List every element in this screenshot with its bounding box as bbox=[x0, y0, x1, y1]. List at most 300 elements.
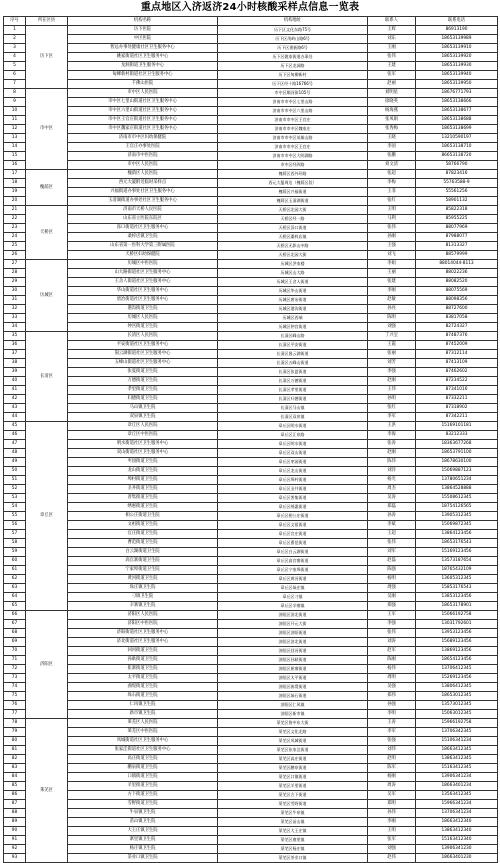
contact-person: 张军 bbox=[368, 71, 416, 80]
contact-person: 吴涛 bbox=[368, 494, 416, 503]
table-row bbox=[4, 494, 498, 503]
institution-address: 莱芜区大王庄镇 bbox=[218, 827, 368, 836]
contact-phone: 87312114 bbox=[416, 350, 498, 359]
table-row bbox=[4, 188, 498, 197]
table-row bbox=[4, 152, 498, 161]
institution-address: 章丘区垛庄镇 bbox=[218, 584, 368, 593]
contact-phone: 15966192758 bbox=[416, 719, 498, 728]
contact-phone: 82724327 bbox=[416, 323, 498, 332]
institution-address: 章丘区明水街道 bbox=[218, 422, 368, 431]
contact-person: 刘军 bbox=[368, 548, 416, 557]
contact-person: 陈明 bbox=[368, 314, 416, 323]
contact-person: 赵敏 bbox=[368, 296, 416, 305]
contact-person: 赵明 bbox=[368, 755, 416, 764]
table-row bbox=[4, 431, 498, 440]
table-row bbox=[4, 197, 498, 206]
row-index: 92 bbox=[4, 845, 26, 854]
contact-phone: 13905312345 bbox=[416, 512, 498, 521]
district-cell: 长清区 bbox=[26, 332, 68, 422]
contact-phone: 13853123456 bbox=[416, 593, 498, 602]
institution-address: 莱芜区凤城街道 bbox=[218, 737, 368, 746]
contact-phone: 13780651234 bbox=[416, 476, 498, 485]
institution-name: 辛寨镇卫生院 bbox=[68, 602, 218, 611]
institution-address: 章丘区宁家埠街道 bbox=[218, 566, 368, 575]
district-cell: 槐荫区 bbox=[26, 170, 68, 206]
contact-person: 王建 bbox=[368, 62, 416, 71]
institution-name: 埠村街道卫生院 bbox=[68, 476, 218, 485]
contact-phone: 18653012345 bbox=[416, 692, 498, 701]
contact-person: 李娟 bbox=[368, 260, 416, 269]
institution-address: 章丘区埠村街道 bbox=[218, 476, 368, 485]
institution-address: 章丘区普集街道 bbox=[218, 494, 368, 503]
institution-address: 济阳区济北街道 bbox=[218, 611, 368, 620]
contact-person: 吴强 bbox=[368, 683, 416, 692]
table-row bbox=[4, 647, 498, 656]
institution-name: 寨里镇卫生院 bbox=[68, 836, 218, 845]
institution-name: 宁家埠街道卫生院 bbox=[68, 566, 218, 575]
table-row bbox=[4, 35, 498, 44]
table-row bbox=[4, 602, 498, 611]
institution-name: 兴福街道办事处社区卫生服务中心 bbox=[68, 188, 218, 197]
contact-person: 周杰 bbox=[368, 485, 416, 494]
institution-address: 长清区峰山路 bbox=[218, 332, 368, 341]
institution-address: 长清区马山镇 bbox=[218, 404, 368, 413]
contact-phone: 13563412345 bbox=[416, 791, 498, 800]
institution-address: 天桥区北园大街 bbox=[218, 206, 368, 215]
contact-person: 王明 bbox=[368, 206, 416, 215]
institution-name: 双泉镇卫生院 bbox=[68, 413, 218, 422]
row-index: 42 bbox=[4, 395, 26, 404]
row-index: 84 bbox=[4, 773, 26, 782]
institution-address: 长清区孝里街道 bbox=[218, 386, 368, 395]
contact-phone: 87341016 bbox=[416, 386, 498, 395]
table-row bbox=[4, 287, 498, 296]
row-index: 73 bbox=[4, 674, 26, 683]
institution-name: 济阳区中医医院 bbox=[68, 620, 218, 629]
contact-phone: 15163412345 bbox=[416, 764, 498, 773]
institution-address: 章丘区文祖街道 bbox=[218, 521, 368, 530]
table-row bbox=[4, 323, 498, 332]
contact-phone: 87988077 bbox=[416, 233, 498, 242]
table-row bbox=[4, 260, 498, 269]
contact-phone: 18653138677 bbox=[416, 107, 498, 116]
contact-phone: 18663401234 bbox=[416, 782, 498, 791]
contact-phone: 87487376 bbox=[416, 332, 498, 341]
institution-name: 港沟街道卫生院 bbox=[68, 305, 218, 314]
institution-address: 历城区华山街道 bbox=[218, 287, 368, 296]
institution-name: 普集街道卫生院 bbox=[68, 494, 218, 503]
row-index: 58 bbox=[4, 539, 26, 548]
institution-name: 高庄街道卫生院 bbox=[68, 755, 218, 764]
contact-phone: 58766790 bbox=[416, 161, 498, 170]
institution-address: 章丘区圣井街道 bbox=[218, 485, 368, 494]
contact-phone: 88579999 bbox=[416, 251, 498, 260]
institution-name: 济南市中医医院 bbox=[68, 152, 218, 161]
header-phone: 联系电话 bbox=[416, 17, 498, 26]
institution-address: 章丘区龙山街道 bbox=[218, 467, 368, 476]
institution-address: 市中区顺河街105号 bbox=[218, 89, 368, 98]
contact-person: 张超 bbox=[368, 170, 416, 179]
contact-person: 杨光 bbox=[368, 476, 416, 485]
contact-phone: 18653138666 bbox=[416, 98, 498, 107]
table-row bbox=[4, 359, 498, 368]
district-cell: 历城区 bbox=[26, 260, 68, 332]
institution-address: 历下区甸柳新村 bbox=[218, 71, 368, 80]
contact-phone: 81313327 bbox=[416, 242, 498, 251]
table-row bbox=[4, 773, 498, 782]
institution-name: 山大路街道社区卫生服务中心 bbox=[68, 269, 218, 278]
row-index: 85 bbox=[4, 782, 26, 791]
contact-phone: 88082520 bbox=[416, 278, 498, 287]
contact-phone: 13706341234 bbox=[416, 809, 498, 818]
district-cell: 历下区 bbox=[26, 26, 68, 89]
institution-address: 莱芜区方下街道 bbox=[218, 791, 368, 800]
contact-phone: 15106341234 bbox=[416, 737, 498, 746]
institution-name: 甸柳新村街道社区卫生服务中心 bbox=[68, 71, 218, 80]
contact-phone: 86913190 bbox=[416, 26, 498, 35]
institution-name: 大王庄镇卫生院 bbox=[68, 827, 218, 836]
table-row bbox=[4, 161, 498, 170]
table-row bbox=[4, 764, 498, 773]
row-index: 27 bbox=[4, 260, 26, 269]
institution-address: 长清区归德街道 bbox=[218, 395, 368, 404]
institution-name: 绣惠街道卫生院 bbox=[68, 503, 218, 512]
institution-name: 龙洞街道卫生服务中心 bbox=[68, 62, 218, 71]
row-index: 64 bbox=[4, 593, 26, 602]
institution-address: 章丘区辛寨镇 bbox=[218, 602, 368, 611]
table-row bbox=[4, 206, 498, 215]
institution-name: 章丘区人民医院 bbox=[68, 422, 218, 431]
contact-person: 李海 bbox=[368, 431, 416, 440]
contact-phone: 88727600 bbox=[416, 305, 498, 314]
table-row bbox=[4, 791, 498, 800]
table-row bbox=[4, 458, 498, 467]
institution-name: 高官寨街道卫生院 bbox=[68, 557, 218, 566]
table-row bbox=[4, 251, 498, 260]
row-index: 21 bbox=[4, 206, 26, 215]
contact-person: 王晓 bbox=[368, 134, 416, 143]
table-row bbox=[4, 854, 498, 863]
table-row bbox=[4, 404, 498, 413]
row-index: 2 bbox=[4, 35, 26, 44]
contact-phone: 58901132 bbox=[416, 197, 498, 206]
row-index: 91 bbox=[4, 836, 26, 845]
contact-person: 张鹏 bbox=[368, 152, 416, 161]
contact-phone: 15966341234 bbox=[416, 800, 498, 809]
contact-person: 王明 bbox=[368, 827, 416, 836]
table-row bbox=[4, 656, 498, 665]
institution-name: 历城区人民医院 bbox=[68, 314, 218, 323]
institution-address: 济南市市中区王官庄 bbox=[218, 143, 368, 152]
contact-person: 王军 bbox=[368, 611, 416, 620]
contact-person: 孙伟 bbox=[368, 809, 416, 818]
institution-address: 章丘区枣园街道 bbox=[218, 458, 368, 467]
contact-person: 孙亮 bbox=[368, 305, 416, 314]
contact-phone: 18653138710 bbox=[416, 143, 498, 152]
institution-address: 章丘区曹范街道 bbox=[218, 539, 368, 548]
institution-name: 山东省立医院东院区 bbox=[68, 215, 218, 224]
row-index: 51 bbox=[4, 476, 26, 485]
row-index: 34 bbox=[4, 323, 26, 332]
institution-name: 曹范街道卫生院 bbox=[68, 539, 218, 548]
contact-phone: 13605312345 bbox=[416, 575, 498, 584]
institution-address: 莱芜区茶业口镇 bbox=[218, 854, 368, 863]
institution-name: 仲宫街道卫生院 bbox=[68, 323, 218, 332]
row-index: 60 bbox=[4, 557, 26, 566]
contact-person: 张红 bbox=[368, 197, 416, 206]
table-row bbox=[4, 485, 498, 494]
contact-phone: 13806412345 bbox=[416, 683, 498, 692]
contact-person: 张强 bbox=[368, 737, 416, 746]
institution-name: 双山街道社区卫生服务中心 bbox=[68, 449, 218, 458]
table-row bbox=[4, 746, 498, 755]
contact-phone: 18653139920 bbox=[416, 53, 498, 62]
row-index: 38 bbox=[4, 359, 26, 368]
table-row bbox=[4, 449, 498, 458]
institution-address: 长清区五峰山街道 bbox=[218, 359, 368, 368]
institution-name: 山东省第一医科大学第三附属医院 bbox=[68, 242, 218, 251]
institution-address: 济阳区垛石街道 bbox=[218, 692, 368, 701]
contact-phone: 87318902 bbox=[416, 404, 498, 413]
row-index: 76 bbox=[4, 701, 26, 710]
institution-address: 莱芜区张家洼街道 bbox=[218, 746, 368, 755]
contact-person: 李军 bbox=[368, 413, 416, 422]
contact-person: 王菲 bbox=[368, 188, 416, 197]
contact-phone: 18663412345 bbox=[416, 746, 498, 755]
table-row bbox=[4, 350, 498, 359]
contact-phone: 15508612345 bbox=[416, 494, 498, 503]
row-index: 14 bbox=[4, 143, 26, 152]
row-index: 62 bbox=[4, 575, 26, 584]
table-row bbox=[4, 701, 498, 710]
table-row bbox=[4, 710, 498, 719]
header-institution: 机构名称 bbox=[68, 17, 218, 26]
contact-person: 李强 bbox=[368, 620, 416, 629]
sampling-sites-table bbox=[3, 16, 498, 863]
contact-phone: 13863412340 bbox=[416, 827, 498, 836]
table-row bbox=[4, 638, 498, 647]
institution-address: 槐荫区西外环路 bbox=[218, 170, 368, 179]
table-body bbox=[4, 26, 498, 863]
row-index: 71 bbox=[4, 656, 26, 665]
institution-name: 长清区人民医院 bbox=[68, 332, 218, 341]
row-index: 53 bbox=[4, 494, 26, 503]
institution-address: 济阳区济阳街道 bbox=[218, 629, 368, 638]
contact-person: 孙刚 bbox=[368, 233, 416, 242]
institution-address: 章丘区相公庄街道 bbox=[218, 512, 368, 521]
row-index: 1 bbox=[4, 26, 26, 35]
row-index: 3 bbox=[4, 44, 26, 53]
contact-phone: 88014044-8113 bbox=[416, 260, 498, 269]
table-row bbox=[4, 683, 498, 692]
contact-person: 陈强 bbox=[368, 566, 416, 575]
contact-phone: 13869123456 bbox=[416, 647, 498, 656]
contact-phone: 15063012345 bbox=[416, 710, 498, 719]
contact-phone: 15169123456 bbox=[416, 548, 498, 557]
contact-person: 王丽 bbox=[368, 269, 416, 278]
contact-person: 李梅 bbox=[368, 179, 416, 188]
institution-name: 历下医院 bbox=[68, 26, 218, 35]
institution-address: 莱芜区文化北路 bbox=[218, 728, 368, 737]
row-index: 29 bbox=[4, 278, 26, 287]
institution-address: 槐荫区兴福街道 bbox=[218, 188, 368, 197]
row-index: 88 bbox=[4, 809, 26, 818]
row-index: 47 bbox=[4, 440, 26, 449]
institution-name: 千佛山医院 bbox=[68, 80, 218, 89]
institution-name: 杨庄镇卫生院 bbox=[68, 845, 218, 854]
contact-person: 赵丽 bbox=[368, 80, 416, 89]
contact-person: 马利 bbox=[368, 215, 416, 224]
row-index: 30 bbox=[4, 287, 26, 296]
institution-name: 王官庄办事处医院 bbox=[68, 143, 218, 152]
contact-phone: 87234522 bbox=[416, 377, 498, 386]
institution-address: 济阳区开元大街 bbox=[218, 620, 368, 629]
table-row bbox=[4, 782, 498, 791]
table-row bbox=[4, 584, 498, 593]
contact-phone: 15853176543 bbox=[416, 584, 498, 593]
contact-phone: 15163412340 bbox=[416, 836, 498, 845]
institution-name: 王舍人街道社区卫生服务中心 bbox=[68, 278, 218, 287]
row-index: 93 bbox=[4, 854, 26, 863]
contact-person: 李刚 bbox=[368, 818, 416, 827]
row-index: 56 bbox=[4, 521, 26, 530]
institution-name: 济北街道社区卫生服务中心 bbox=[68, 638, 218, 647]
institution-name: 官庄街道卫生院 bbox=[68, 530, 218, 539]
contact-person: 王涛 bbox=[368, 719, 416, 728]
institution-address: 历城区山大路 bbox=[218, 269, 368, 278]
table-row bbox=[4, 89, 498, 98]
row-index: 28 bbox=[4, 269, 26, 278]
contact-person: 李刚 bbox=[368, 287, 416, 296]
institution-address: 济南市市中区七里山路 bbox=[218, 98, 368, 107]
contact-person: 陈刚 bbox=[368, 656, 416, 665]
contact-person: 孙涛 bbox=[368, 512, 416, 521]
contact-person: 李明 bbox=[368, 710, 416, 719]
institution-name: 张夏街道卫生院 bbox=[68, 368, 218, 377]
institution-address: 章丘区绣惠街道 bbox=[218, 503, 368, 512]
table-row bbox=[4, 233, 498, 242]
row-index: 24 bbox=[4, 233, 26, 242]
institution-address: 济阳区济北街道 bbox=[218, 638, 368, 647]
document-title: 重点地区入济返济24小时核酸采样点信息一览表 bbox=[140, 2, 360, 13]
institution-address: 章丘区明水街道 bbox=[218, 440, 368, 449]
contact-person: 张涛 bbox=[368, 440, 416, 449]
contact-phone: 13906341234 bbox=[416, 773, 498, 782]
institution-name: 西元大厦附近临时采样点 bbox=[68, 179, 218, 188]
institution-address: 济南市市中区英雄山路 bbox=[218, 134, 368, 143]
institution-name: 章丘区中医医院 bbox=[68, 431, 218, 440]
row-index: 18 bbox=[4, 179, 26, 188]
contact-person: 丁兴宝 bbox=[368, 332, 416, 341]
row-index: 75 bbox=[4, 692, 26, 701]
institution-address: 历下区经十路16766号 bbox=[218, 80, 368, 89]
institution-name: 桑梓店镇卫生院 bbox=[68, 233, 218, 242]
table-row bbox=[4, 305, 498, 314]
row-index: 55 bbox=[4, 512, 26, 521]
table-header-row bbox=[4, 17, 498, 26]
institution-address: 济南市市中区六里山路 bbox=[218, 107, 368, 116]
table-row bbox=[4, 521, 498, 530]
contact-person: 李斌 bbox=[368, 521, 416, 530]
contact-person: 孙明 bbox=[368, 395, 416, 404]
row-index: 59 bbox=[4, 548, 26, 557]
table-row bbox=[4, 665, 498, 674]
contact-person: 赵刚 bbox=[368, 449, 416, 458]
contact-person: 张伟 bbox=[368, 629, 416, 638]
institution-name: 中区医院 bbox=[68, 35, 218, 44]
institution-address: 历城区唐冶街道 bbox=[218, 296, 368, 305]
institution-address: 莱芜区高庄街道 bbox=[218, 755, 368, 764]
row-index: 79 bbox=[4, 728, 26, 737]
institution-address: 章丘区黄河街道 bbox=[218, 575, 368, 584]
contact-person: 周强 bbox=[368, 584, 416, 593]
institution-address: 章丘区双山街道 bbox=[218, 449, 368, 458]
header-district: 所在区县 bbox=[26, 17, 68, 26]
institution-name: 苗山镇卫生院 bbox=[68, 818, 218, 827]
contact-person: 张凤娟 bbox=[368, 116, 416, 125]
contact-person: 王刚 bbox=[368, 44, 416, 53]
institution-name: 刁镇卫生院 bbox=[68, 593, 218, 602]
district-cell: 市中区 bbox=[26, 89, 68, 170]
row-index: 35 bbox=[4, 332, 26, 341]
contact-phone: 88098356 bbox=[416, 296, 498, 305]
institution-name: 新市镇卫生院 bbox=[68, 710, 218, 719]
institution-address: 历城区西端 bbox=[218, 314, 368, 323]
contact-phone: 18653139930 bbox=[416, 62, 498, 71]
contact-phone: 18653139940 bbox=[416, 71, 498, 80]
contact-person: 刘强 bbox=[368, 323, 416, 332]
contact-person: 孙强 bbox=[368, 701, 416, 710]
table-row bbox=[4, 800, 498, 809]
row-index: 22 bbox=[4, 215, 26, 224]
row-index: 82 bbox=[4, 755, 26, 764]
contact-phone: 87452009 bbox=[416, 341, 498, 350]
institution-name: 文祖街道卫生院 bbox=[68, 521, 218, 530]
row-index: 70 bbox=[4, 647, 26, 656]
institution-address: 章丘区官庄街道 bbox=[218, 530, 368, 539]
contact-person: 刘涛 bbox=[368, 638, 416, 647]
institution-name: 平安街道社区卫生服务中心 bbox=[68, 341, 218, 350]
row-index: 25 bbox=[4, 242, 26, 251]
contact-phone: 18363677268 bbox=[416, 440, 498, 449]
institution-name: 槐荫区人民医院 bbox=[68, 170, 218, 179]
row-index: 54 bbox=[4, 503, 26, 512]
institution-address: 西元大厦周边（槐荫区段） bbox=[218, 179, 368, 188]
table-row bbox=[4, 818, 498, 827]
institution-address: 济阳区崔寨街道 bbox=[218, 665, 368, 674]
contact-phone: 15689123456 bbox=[416, 638, 498, 647]
table-row bbox=[4, 530, 498, 539]
contact-person: 张军 bbox=[368, 836, 416, 845]
contact-phone: 18676771793 bbox=[416, 89, 498, 98]
contact-phone: 13573012345 bbox=[416, 701, 498, 710]
contact-phone: 13573187654 bbox=[416, 557, 498, 566]
institution-name: 圣井街道卫生院 bbox=[68, 485, 218, 494]
contact-person: 杨伟 bbox=[368, 665, 416, 674]
table-row bbox=[4, 269, 498, 278]
contact-person: 赵伟 bbox=[368, 854, 416, 863]
institution-name: 市中区六里山街道社区卫生服务中心 bbox=[68, 107, 218, 116]
institution-address: 莱芜区牛泉镇 bbox=[218, 809, 368, 818]
institution-address: 济阳区新市镇 bbox=[218, 710, 368, 719]
institution-name: 济阳街道社区卫生服务中心 bbox=[68, 629, 218, 638]
contact-phone: 87462602 bbox=[416, 368, 498, 377]
contact-person: 王霞 bbox=[368, 341, 416, 350]
institution-name: 华山街道社区卫生服务中心 bbox=[68, 287, 218, 296]
contact-person: 王伟 bbox=[368, 386, 416, 395]
table-row bbox=[4, 629, 498, 638]
institution-address: 济阳区曲堤街道 bbox=[218, 683, 368, 692]
